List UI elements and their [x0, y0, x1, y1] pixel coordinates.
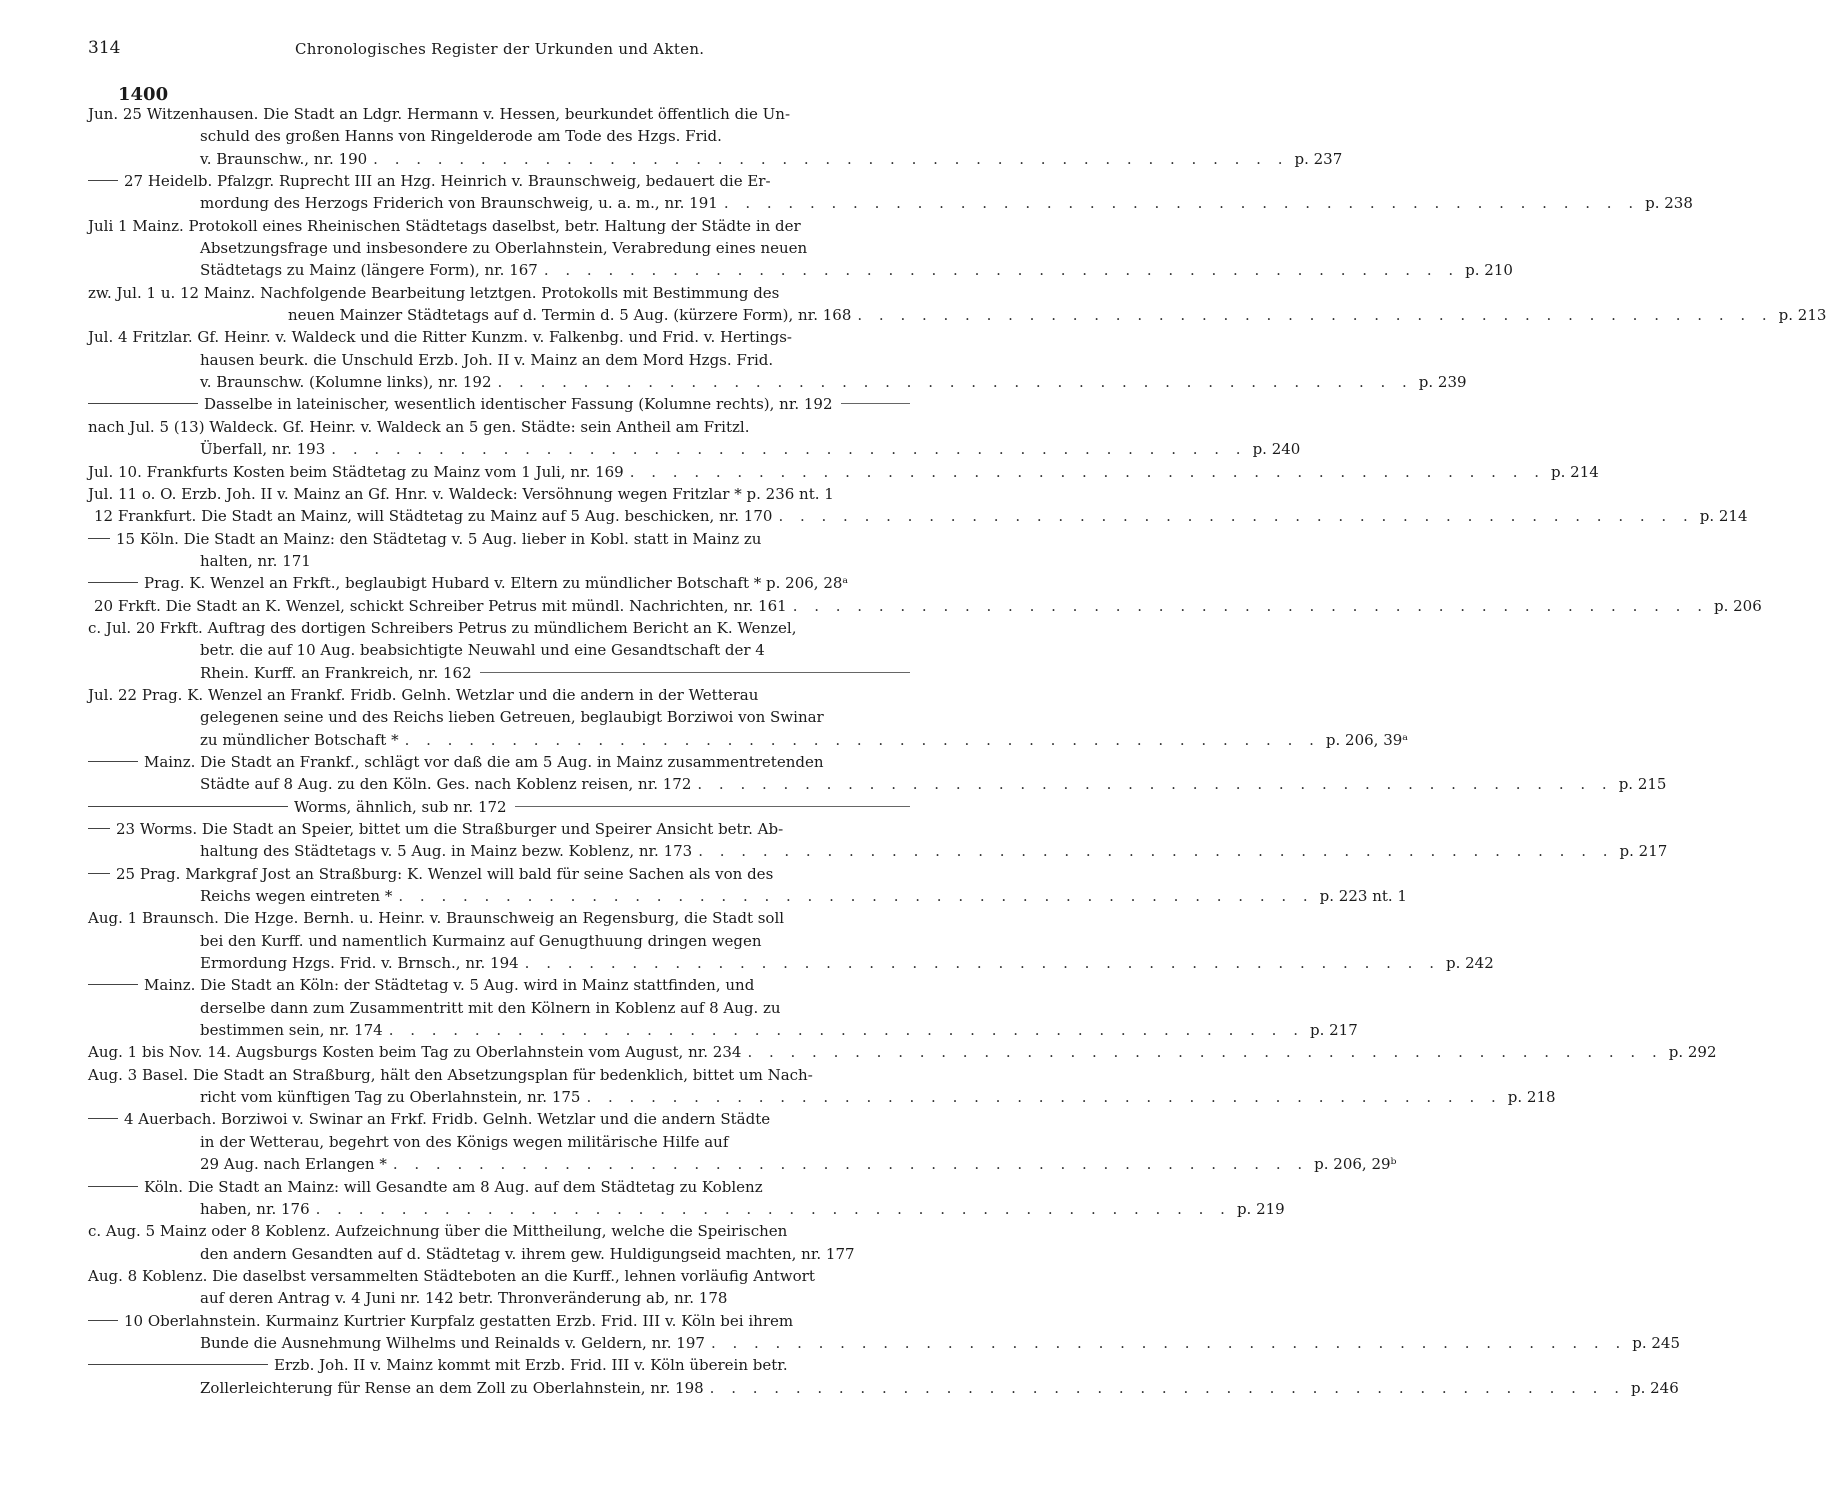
- entry-text: c. Jul. 20 Frkft. Auftrag des dortigen Schreibers Petrus zu mündlichem Bericht an K. Wenzel,: [88, 618, 797, 637]
- entry-text: v. Braunschw., nr. 190: [200, 149, 368, 168]
- page-reference: p. 246: [1630, 1378, 1679, 1397]
- ditto-rule: [88, 179, 118, 181]
- entry-text: gelegenen seine und des Reichs lieben Getreuen, beglaubigt Borziwoi von Swinar: [200, 708, 824, 727]
- entry-text: Überfall, nr. 193: [200, 440, 326, 459]
- leader-dots: . . . . . . . . . . . . . . . . . . . . . . . . . . . . . . . . . . . . . . . . . . .: [586, 1088, 1502, 1107]
- register-entry: [88, 326, 1467, 393]
- register-entry: [88, 103, 1343, 170]
- leader-dots: . . . . . . . . . . . . . . . . . . . . . . . . . . . . . . . . . . . . . . . . . . .: [497, 373, 1413, 392]
- register-entry: [88, 907, 1494, 974]
- entry-text: 25 Prag. Markgraf Jost an Straßburg: K. Wenzel will bald für seine Sachen als von des: [116, 864, 774, 883]
- entry-line: [88, 773, 1667, 795]
- leader-dots: . . . . . . . . . . . . . . . . . . . . . . . . . . . . . . . . . . . . . . . . . . .: [857, 306, 1773, 325]
- entry-line: [88, 1265, 910, 1287]
- entry-line: [88, 840, 1668, 862]
- register-entry: [88, 1220, 910, 1265]
- leader-dots: . . . . . . . . . . . . . . . . . . . . . . . . . . . . . . . . . . . . . . . . . . .: [710, 1333, 1627, 1352]
- entry-text: Aug. 1 Braunsch. Die Hzge. Bernh. u. Heinr. v. Braunschweig an Regensburg, die Stadt soll: [88, 909, 785, 928]
- register-entry: [88, 1041, 1717, 1063]
- entry-line: [88, 1332, 1681, 1354]
- leader-dots: . . . . . . . . . . . . . . . . . . . . . . . . . . . . . . . . . . . . . . . . . . .: [747, 1043, 1663, 1062]
- entry-line: [88, 930, 910, 952]
- entry-line: [88, 259, 1513, 281]
- entry-line: [88, 818, 910, 840]
- page-reference: p. 213: [1778, 306, 1826, 325]
- entry-text: Jul. 4 Fritzlar. Gf. Heinr. v. Waldeck und die Ritter Kunzm. v. Falkenbg. und Frid. v. Hertings-: [88, 328, 792, 347]
- entry-text: Worms, ähnlich, sub nr. 172: [294, 797, 507, 816]
- register-entry: [88, 974, 1358, 1041]
- register-entry: [88, 483, 910, 505]
- entry-line: [88, 237, 910, 259]
- entry-text: auf deren Antrag v. 4 Juni nr. 142 betr. Thronveränderung ab, nr. 178: [200, 1289, 728, 1308]
- entry-line: [88, 483, 910, 505]
- entry-text: Köln. Die Stadt an Mainz: will Gesandte am 8 Aug. auf dem Städtetag zu Koblenz: [144, 1177, 763, 1196]
- entry-text: 20 Frkft. Die Stadt an K. Wenzel, schickt Schreiber Petrus mit mündl. Nachrichten, nr. 161: [94, 596, 787, 615]
- page-reference: p. 242: [1445, 954, 1494, 973]
- leader-dots: . . . . . . . . . . . . . . . . . . . . . . . . . . . . . . . . . . . . . . . . . . .: [331, 440, 1247, 459]
- entry-line: [88, 1064, 910, 1086]
- entry-text: bei den Kurff. und namentlich Kurmainz auf Genugthuung dringen wegen: [200, 931, 762, 950]
- entry-text: Aug. 8 Koblenz. Die daselbst versammelten Städteboten an die Kurff., lehnen vorläufig Antwort: [88, 1266, 815, 1285]
- entry-line: [88, 751, 910, 773]
- entry-text: hausen beurk. die Unschuld Erzb. Joh. II v. Mainz an dem Mord Hzgs. Frid.: [200, 350, 774, 369]
- entry-line: [88, 192, 1693, 214]
- ditto-rule: [88, 1117, 118, 1119]
- register-entry: [88, 282, 1826, 327]
- register-entry: [88, 572, 910, 594]
- entry-text: Zollerleichterung für Rense an dem Zoll zu Oberlahnstein, nr. 198: [200, 1378, 704, 1397]
- register-entry: [88, 1064, 1556, 1109]
- entry-text: Mainz. Die Stadt an Köln: der Städtetag v. 5 Aug. wird in Mainz stattfinden, und: [144, 976, 755, 995]
- page-reference: p. 217: [1619, 842, 1668, 861]
- page-reference: p. 215: [1618, 775, 1667, 794]
- leader-dots: . . . . . . . . . . . . . . . . . . . . . . . . . . . . . . . . . . . . . . . . . . .: [398, 887, 1314, 906]
- ditto-rule: [88, 872, 110, 874]
- entry-text: den andern Gesandten auf d. Städtetag v. ihrem gew. Huldigungseid machten, nr. 177: [200, 1244, 855, 1263]
- ditto-rule: [88, 537, 110, 539]
- entry-text: Prag. K. Wenzel an Frkft., beglaubigt Hubard v. Eltern zu mündlicher Botschaft * p. 206, 28ᵃ: [144, 574, 849, 593]
- ditto-rule: [480, 671, 910, 673]
- entry-text: derselbe dann zum Zusammentritt mit den Kölnern in Koblenz auf 8 Aug. zu: [200, 998, 781, 1017]
- entry-text: haltung des Städtetags v. 5 Aug. in Mainz bezw. Koblenz, nr. 173: [200, 842, 693, 861]
- entry-line: [88, 796, 910, 818]
- leader-dots: . . . . . . . . . . . . . . . . . . . . . . . . . . . . . . . . . . . . . . . . . . .: [709, 1378, 1625, 1397]
- entry-text: 10 Oberlahnstein. Kurmainz Kurtrier Kurpfalz gestatten Erzb. Frid. III v. Köln bei ihrem: [124, 1311, 794, 1330]
- register-entry: [88, 863, 1407, 908]
- entry-text: Reichs wegen eintreten *: [200, 887, 393, 906]
- register-entry: [88, 617, 910, 684]
- entry-line: [88, 550, 910, 572]
- page-reference: p. 206, 39ᵃ: [1325, 730, 1409, 749]
- leader-dots: . . . . . . . . . . . . . . . . . . . . . . . . . . . . . . . . . . . . . . . . . . .: [388, 1021, 1304, 1040]
- entry-text: zw. Jul. 1 u. 12 Mainz. Nachfolgende Bearbeitung letztgen. Protokolls mit Bestimmung des: [88, 283, 780, 302]
- register-entry: [88, 796, 910, 818]
- entry-line: [88, 885, 1407, 907]
- entry-text: Aug. 3 Basel. Die Stadt an Straßburg, hält den Absetzungsplan für bedenklich, bittet um Nach-: [88, 1065, 813, 1084]
- leader-dots: . . . . . . . . . . . . . . . . . . . . . . . . . . . . . . . . . . . . . . . . . . .: [315, 1199, 1231, 1218]
- page-reference: p. 218: [1507, 1088, 1556, 1107]
- entry-line: [88, 1377, 1679, 1399]
- entry-text: c. Aug. 5 Mainz oder 8 Koblenz. Aufzeichnung über die Mittheilung, welche die Speirischen: [88, 1222, 788, 1241]
- entry-text: betr. die auf 10 Aug. beabsichtigte Neuwahl und eine Gesandtschaft der 4: [200, 641, 765, 660]
- entry-line: [88, 863, 910, 885]
- leader-dots: . . . . . . . . . . . . . . . . . . . . . . . . . . . . . . . . . . . . . . . . . . .: [373, 149, 1289, 168]
- entry-line: [88, 326, 910, 348]
- register-entry: [88, 170, 1693, 215]
- entry-line: [88, 1131, 910, 1153]
- entry-text: mordung des Herzogs Friderich von Braunschweig, u. a. m., nr. 191: [200, 194, 718, 213]
- entry-line: [88, 662, 910, 684]
- entry-line: [88, 1108, 910, 1130]
- register-entry: [88, 505, 1748, 527]
- entry-text: haben, nr. 176: [200, 1199, 310, 1218]
- entry-text: Bunde die Ausnehmung Wilhelms und Reinalds v. Geldern, nr. 197: [200, 1333, 705, 1352]
- entry-line: [88, 572, 910, 594]
- entry-line: [88, 952, 1494, 974]
- leader-dots: . . . . . . . . . . . . . . . . . . . . . . . . . . . . . . . . . . . . . . . . . . .: [723, 194, 1640, 213]
- register-entry: [88, 1108, 1397, 1175]
- entry-line: [88, 438, 1301, 460]
- entry-text: 4 Auerbach. Borziwoi v. Swinar an Frkf. Fridb. Gelnh. Wetzlar und die andern Städte: [124, 1110, 771, 1129]
- register-entry: [88, 818, 1668, 863]
- page-reference: p. 237: [1294, 149, 1343, 168]
- leader-dots: . . . . . . . . . . . . . . . . . . . . . . . . . . . . . . . . . . . . . . . . . . .: [543, 261, 1460, 280]
- entry-line: [88, 1287, 910, 1309]
- register-entry: [88, 528, 910, 573]
- ditto-rule: [88, 983, 138, 985]
- entry-text: halten, nr. 171: [200, 551, 311, 570]
- entry-line: [88, 1176, 910, 1198]
- page-reference: p. 214: [1699, 507, 1748, 526]
- page-reference: p. 223 nt. 1: [1319, 887, 1407, 906]
- entry-line: [88, 1243, 910, 1265]
- register-entry: [88, 393, 910, 415]
- year-heading: 1400: [118, 84, 169, 105]
- entry-line: [88, 997, 910, 1019]
- entry-text: neuen Mainzer Städtetags auf d. Termin d. 5 Aug. (kürzere Form), nr. 168: [288, 306, 852, 325]
- ditto-rule: [88, 760, 138, 762]
- leader-dots: . . . . . . . . . . . . . . . . . . . . . . . . . . . . . . . . . . . . . . . . . . .: [697, 775, 1613, 794]
- entry-text: 15 Köln. Die Stadt an Mainz: den Städtetag v. 5 Aug. lieber in Kobl. statt in Mainz zu: [116, 529, 762, 548]
- entry-line: [88, 1153, 1397, 1175]
- entry-text: Mainz. Die Stadt an Frankf., schlägt vor daß die am 5 Aug. in Mainz zusammentretenden: [144, 752, 824, 771]
- entry-line: [88, 505, 1748, 527]
- entry-line: [88, 282, 910, 304]
- register-entry: [88, 595, 1762, 617]
- entry-text: 12 Frankfurt. Die Stadt an Mainz, will Städtetag zu Mainz auf 5 Aug. beschicken, nr. 170: [94, 507, 773, 526]
- page-reference: p. 214: [1551, 462, 1599, 481]
- entry-text: richt vom künftigen Tag zu Oberlahnstein, nr. 175: [200, 1088, 581, 1107]
- page-reference: p. 245: [1632, 1333, 1681, 1352]
- entry-line: [88, 684, 910, 706]
- page-reference: p. 240: [1252, 440, 1301, 459]
- entry-line: [88, 103, 910, 125]
- leader-dots: . . . . . . . . . . . . . . . . . . . . . . . . . . . . . . . . . . . . . . . . . . .: [698, 842, 1614, 861]
- register-entry: [88, 684, 1409, 751]
- entry-text: in der Wetterau, begehrt von des Königs wegen militärische Hilfe auf: [200, 1132, 729, 1151]
- ditto-rule: [88, 1185, 138, 1187]
- ditto-rule: [88, 805, 288, 807]
- entry-text: 29 Aug. nach Erlangen *: [200, 1155, 387, 1174]
- ditto-rule: [88, 581, 138, 583]
- entry-line: [88, 349, 910, 371]
- entry-text: Aug. 1 bis Nov. 14. Augsburgs Kosten beim Tag zu Oberlahnstein vom August, nr. 234: [88, 1043, 742, 1062]
- entry-line: [88, 371, 1467, 393]
- register-entry: [88, 751, 1667, 796]
- entry-line: [88, 393, 910, 415]
- entry-text: Ermordung Hzgs. Frid. v. Brnsch., nr. 194: [200, 954, 519, 973]
- page-reference: p. 219: [1236, 1199, 1285, 1218]
- entry-text: v. Braunschw. (Kolumne links), nr. 192: [200, 373, 492, 392]
- leader-dots: . . . . . . . . . . . . . . . . . . . . . . . . . . . . . . . . . . . . . . . . . . .: [629, 462, 1546, 481]
- entry-text: Jul. 22 Prag. K. Wenzel an Frankf. Fridb. Gelnh. Wetzlar und die andern in der Wetterau: [88, 685, 759, 704]
- page-reference: p. 239: [1418, 373, 1467, 392]
- leader-dots: . . . . . . . . . . . . . . . . . . . . . . . . . . . . . . . . . . . . . . . . . . .: [404, 730, 1320, 749]
- entry-text: nach Jul. 5 (13) Waldeck. Gf. Heinr. v. Waldeck an 5 gen. Städte: sein Antheil am Fritzl.: [88, 417, 750, 436]
- entry-text: Juli 1 Mainz. Protokoll eines Rheinischen Städtetags daselbst, betr. Haltung der Städte in der: [88, 216, 801, 235]
- ditto-rule: [88, 1319, 118, 1321]
- entry-line: [88, 1086, 1556, 1108]
- entry-line: [88, 215, 910, 237]
- register-entry: [88, 1265, 910, 1310]
- ditto-rule: [88, 827, 110, 829]
- entry-text: schuld des großen Hanns von Ringelderode am Tode des Hzgs. Frid.: [200, 127, 722, 146]
- register-entry: [88, 1176, 1285, 1221]
- entry-text: Erzb. Joh. II v. Mainz kommt mit Erzb. Frid. III v. Köln überein betr.: [274, 1356, 788, 1375]
- ditto-rule: [88, 1363, 268, 1365]
- entry-text: Städtetags zu Mainz (längere Form), nr. 167: [200, 261, 538, 280]
- entry-text: 27 Heidelb. Pfalzgr. Ruprecht III an Hzg. Heinrich v. Braunschweig, bedauert die Er-: [124, 172, 771, 191]
- entry-text: Städte auf 8 Aug. zu den Köln. Ges. nach Koblenz reisen, nr. 172: [200, 775, 692, 794]
- entry-line: [88, 416, 910, 438]
- register-entry: [88, 1310, 1681, 1355]
- entry-text: Jun. 25 Witzenhausen. Die Stadt an Ldgr. Hermann v. Hessen, beurkundet öffentlich die Un-: [88, 105, 791, 123]
- ditto-rule: [88, 402, 198, 404]
- page-reference: p. 292: [1668, 1043, 1717, 1062]
- entry-text: Dasselbe in lateinischer, wesentlich identischer Fassung (Kolumne rechts), nr. 192: [204, 395, 833, 414]
- entry-line: [88, 1198, 1285, 1220]
- entry-line: [88, 617, 910, 639]
- ditto-rule: [841, 402, 910, 404]
- entry-text: Jul. 10. Frankfurts Kosten beim Städtetag zu Mainz vom 1 Juli, nr. 169: [88, 462, 624, 481]
- page-number: 314: [88, 38, 121, 58]
- entry-line: [88, 639, 910, 661]
- entry-line: [88, 148, 1343, 170]
- entry-line: [88, 595, 1762, 617]
- page-reference: p. 206: [1713, 596, 1762, 615]
- entry-text: bestimmen sein, nr. 174: [200, 1021, 383, 1040]
- entry-text: 23 Worms. Die Stadt an Speier, bittet um die Straßburger und Speirer Ansicht betr. Ab-: [116, 820, 784, 838]
- entry-line: [88, 461, 1599, 483]
- entry-line: [88, 1019, 1358, 1041]
- entry-line: [88, 170, 910, 192]
- register-entry: [88, 461, 1599, 483]
- entry-line: [88, 125, 910, 147]
- entry-line: [88, 304, 1826, 326]
- page-reference: p. 206, 29ᵇ: [1314, 1155, 1397, 1174]
- register-entry: [88, 416, 1301, 461]
- register-entry: [88, 215, 1513, 282]
- entry-line: [88, 1041, 1717, 1063]
- entry-text: Absetzungsfrage und insbesondere zu Oberlahnstein, Verabredung eines neuen: [200, 239, 808, 258]
- leader-dots: . . . . . . . . . . . . . . . . . . . . . . . . . . . . . . . . . . . . . . . . . . .: [392, 1155, 1309, 1174]
- entry-text: Jul. 11 o. O. Erzb. Joh. II v. Mainz an Gf. Hnr. v. Waldeck: Versöhnung wegen Fritzlar * p. 236 nt. 1: [88, 484, 834, 503]
- leader-dots: . . . . . . . . . . . . . . . . . . . . . . . . . . . . . . . . . . . . . . . . . . .: [524, 954, 1440, 973]
- entry-line: [88, 1354, 910, 1376]
- entry-line: [88, 1220, 910, 1242]
- entry-line: [88, 528, 910, 550]
- leader-dots: . . . . . . . . . . . . . . . . . . . . . . . . . . . . . . . . . . . . . . . . . . .: [792, 596, 1708, 615]
- leader-dots: . . . . . . . . . . . . . . . . . . . . . . . . . . . . . . . . . . . . . . . . . . .: [778, 507, 1694, 526]
- entry-line: [88, 974, 910, 996]
- register-entries: [88, 103, 1826, 1399]
- entry-line: [88, 706, 910, 728]
- ditto-rule: [515, 805, 910, 807]
- entry-text: Rhein. Kurff. an Frankreich, nr. 162: [200, 663, 472, 682]
- entry-text: zu mündlicher Botschaft *: [200, 730, 399, 749]
- running-title: Chronologisches Register der Urkunden und Akten.: [295, 40, 705, 58]
- entry-line: [88, 729, 1409, 751]
- entry-line: [88, 1310, 910, 1332]
- page-reference: p. 238: [1645, 194, 1693, 213]
- entry-line: [88, 907, 910, 929]
- page-reference: p. 217: [1309, 1021, 1358, 1040]
- page-reference: p. 210: [1465, 261, 1513, 280]
- register-entry: [88, 1354, 1679, 1399]
